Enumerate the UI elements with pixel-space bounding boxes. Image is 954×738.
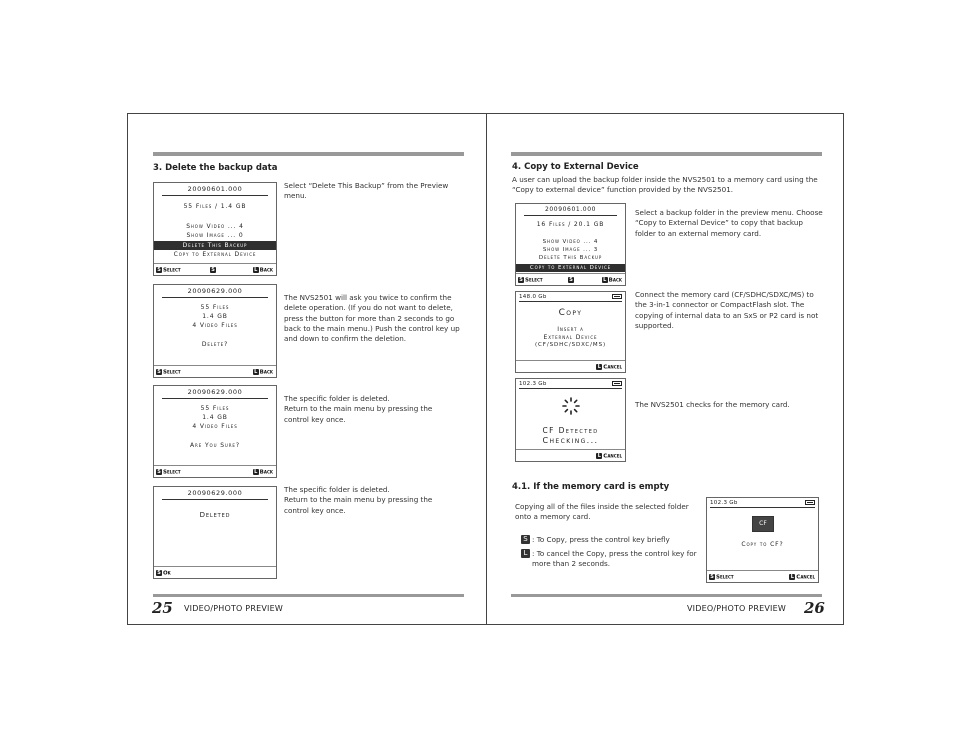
screen-underline — [519, 301, 622, 302]
l-key-icon: L — [254, 266, 258, 273]
right-screen-4 — [706, 497, 819, 583]
left-heading: 3. Delete the backup data — [153, 163, 278, 173]
l-key-icon: L — [597, 452, 601, 459]
back-key-label: Back — [259, 469, 273, 475]
screen-underline — [524, 215, 617, 216]
screen-files-count: 55 Files — [200, 304, 230, 311]
screen-instruction-3: (CF/SDHC/SDXC/MS) — [534, 342, 607, 348]
right-top-rule — [511, 152, 822, 156]
loading-spinner-icon — [562, 397, 580, 415]
screen-files-line: 16 Files / 20.1 GB — [536, 221, 605, 228]
ok-key-label: Ok — [163, 570, 171, 576]
screen-instruction-2: External Device — [543, 334, 598, 341]
screen-underline — [162, 195, 268, 196]
screen-image-line: Show Image ... 3 — [542, 247, 599, 253]
left-text-2: The NVS2501 will ask you twice to confirm the delete operation. (If you do not want to delete, press the button for more than 2 seconds to go back to the main menu.) Push the control key up and down to confirm the deletion. — [284, 293, 460, 344]
select-key — [156, 267, 181, 274]
right-heading: 4. Copy to External Device — [512, 162, 639, 172]
left-screen-2 — [153, 284, 277, 378]
cancel-key — [596, 453, 622, 460]
back-key — [253, 469, 273, 476]
select-key-label: Select — [716, 574, 734, 580]
s-key-icon: S — [157, 569, 161, 576]
screen-image-line: Show Image ... 0 — [186, 232, 244, 239]
screen-folder-id: 20090629.000 — [187, 287, 243, 295]
legend-cancel-text: : To cancel the Copy, press the control key for more than 2 seconds. — [532, 549, 697, 569]
screen-key-bar — [154, 465, 276, 477]
screen-underline — [162, 297, 268, 298]
right-text-2: Connect the memory card (CF/SDHC/SDXC/MS) to the 3-in-1 connector or CompactFlash slot. The copying of internal data to an SxS or P2 card is not supported. — [635, 290, 819, 330]
screen-status: Deleted — [199, 511, 231, 519]
select-key — [518, 277, 543, 284]
left-text-4: The specific folder is deleted. Return to the main menu by pressing the control key once. — [284, 485, 433, 515]
screen-video-count: 4 Video Files — [192, 423, 238, 430]
screen-copy-option: Copy to External Device — [516, 264, 625, 272]
screen-underline — [162, 499, 268, 500]
s-key-mid-icon: S — [569, 276, 573, 283]
screen-underline — [710, 507, 815, 508]
right-subheading: 4.1. If the memory card is empty — [512, 482, 670, 492]
right-text-4: Copying all of the files inside the selected folder onto a memory card. — [515, 502, 689, 522]
back-key — [253, 267, 273, 274]
select-key-label: Select — [163, 267, 181, 273]
cancel-key-label: Cancel — [603, 453, 622, 459]
storage-size: 148.0 Gb — [519, 294, 547, 300]
left-screen-4 — [153, 486, 277, 579]
right-bottom-rule — [511, 594, 822, 597]
select-key — [709, 574, 734, 581]
screen-underline — [162, 398, 268, 399]
cancel-key — [596, 364, 622, 371]
screen-files-count: 55 Files — [200, 405, 230, 412]
l-key-icon: L — [603, 276, 607, 283]
screen-key-bar — [154, 263, 276, 275]
select-key-label: Select — [525, 277, 543, 283]
cf-card-icon: CF — [752, 516, 774, 532]
screen-size: 1.4 GB — [202, 313, 228, 320]
l-key-icon: L — [597, 363, 601, 370]
back-key-label: Back — [608, 277, 622, 283]
l-key-icon: L — [254, 368, 258, 375]
screen-folder-id: 20090629.000 — [187, 388, 243, 396]
footer-label: VIDEO/PHOTO PREVIEW — [184, 604, 283, 613]
screen-files-line: 55 Files / 1.4 GB — [183, 203, 247, 210]
s-key-icon: S — [157, 468, 161, 475]
screen-folder-id: 20090629.000 — [187, 489, 243, 497]
page-divider — [486, 113, 487, 625]
back-key-label: Back — [259, 369, 273, 375]
page-number: 26 — [804, 599, 825, 617]
screen-status-1: CF Detected — [542, 426, 599, 435]
mid-key — [210, 267, 217, 274]
mid-key — [568, 277, 575, 284]
screen-key-bar — [516, 449, 625, 461]
screen-copy-option: Copy to External Device — [173, 251, 257, 258]
screen-underline — [519, 388, 622, 389]
s-key-icon: S — [519, 276, 523, 283]
screen-key-bar — [154, 365, 276, 377]
left-text-1: Select “Delete This Backup” from the Preview menu. — [284, 181, 449, 201]
s-key-legend-icon: S — [521, 535, 530, 544]
screen-video-count: 4 Video Files — [192, 322, 238, 329]
page-number: 25 — [152, 599, 173, 617]
right-intro: A user can upload the backup folder inside the NVS2501 to a memory card using the “Copy to external device” function provided by the NVS2501. — [512, 175, 818, 195]
screen-delete-option: Delete This Backup — [538, 255, 603, 261]
l-key-legend-icon: L — [521, 549, 530, 558]
left-text-3: The specific folder is deleted. Return to the main menu by pressing the control key once. — [284, 394, 433, 424]
left-bottom-rule — [153, 594, 464, 597]
select-key-label: Select — [163, 469, 181, 475]
s-key-mid-icon: S — [211, 266, 215, 273]
right-screen-3 — [515, 378, 626, 462]
screen-prompt: Are You Sure? — [190, 442, 240, 449]
screen-video-line: Show Video ... 4 — [186, 223, 244, 230]
footer-label: VIDEO/PHOTO PREVIEW — [687, 604, 786, 613]
screen-prompt: Delete? — [201, 341, 229, 348]
screen-folder-id: 20090601.000 — [187, 185, 243, 193]
back-key — [602, 277, 622, 284]
battery-icon — [805, 500, 815, 505]
cancel-key — [789, 574, 815, 581]
screen-key-bar — [516, 273, 625, 285]
screen-title: Copy — [558, 308, 583, 318]
screen-status-2: Checking... — [542, 436, 599, 445]
cancel-key-label: Cancel — [796, 574, 815, 580]
right-screen-2 — [515, 291, 626, 373]
cancel-key-label: Cancel — [603, 364, 622, 370]
l-key-icon: L — [254, 468, 258, 475]
screen-size: 1.4 GB — [202, 414, 228, 421]
battery-icon — [612, 294, 622, 299]
right-text-3: The NVS2501 checks for the memory card. — [635, 400, 790, 409]
screen-instruction-1: Insert a — [557, 326, 584, 333]
s-key-icon: S — [157, 368, 161, 375]
select-key — [156, 369, 181, 376]
screen-delete-option: Delete This Backup — [154, 241, 276, 250]
legend-copy-text: : To Copy, press the control key briefly — [532, 535, 670, 544]
select-key-label: Select — [163, 369, 181, 375]
back-key-label: Back — [259, 267, 273, 273]
screen-key-bar — [516, 360, 625, 372]
right-text-1: Select a backup folder in the preview menu. Choose “Copy to External Device” to copy that backup folder to an external memory card. — [635, 208, 823, 238]
right-screen-1 — [515, 203, 626, 286]
screen-key-bar — [154, 566, 276, 578]
screen-key-bar — [707, 570, 818, 582]
back-key — [253, 369, 273, 376]
screen-prompt: Copy to CF? — [741, 541, 784, 548]
s-key-icon: S — [157, 266, 161, 273]
left-screen-3 — [153, 385, 277, 478]
ok-key — [156, 570, 171, 577]
left-top-rule — [153, 152, 464, 156]
screen-folder-id: 20090601.000 — [544, 206, 597, 213]
screen-video-line: Show Video ... 4 — [542, 239, 599, 245]
left-screen-1 — [153, 182, 277, 276]
s-key-icon: S — [710, 573, 714, 580]
l-key-icon: L — [790, 573, 794, 580]
select-key — [156, 469, 181, 476]
storage-size: 102.3 Gb — [710, 500, 738, 506]
storage-size: 102.3 Gb — [519, 381, 547, 387]
battery-icon — [612, 381, 622, 386]
